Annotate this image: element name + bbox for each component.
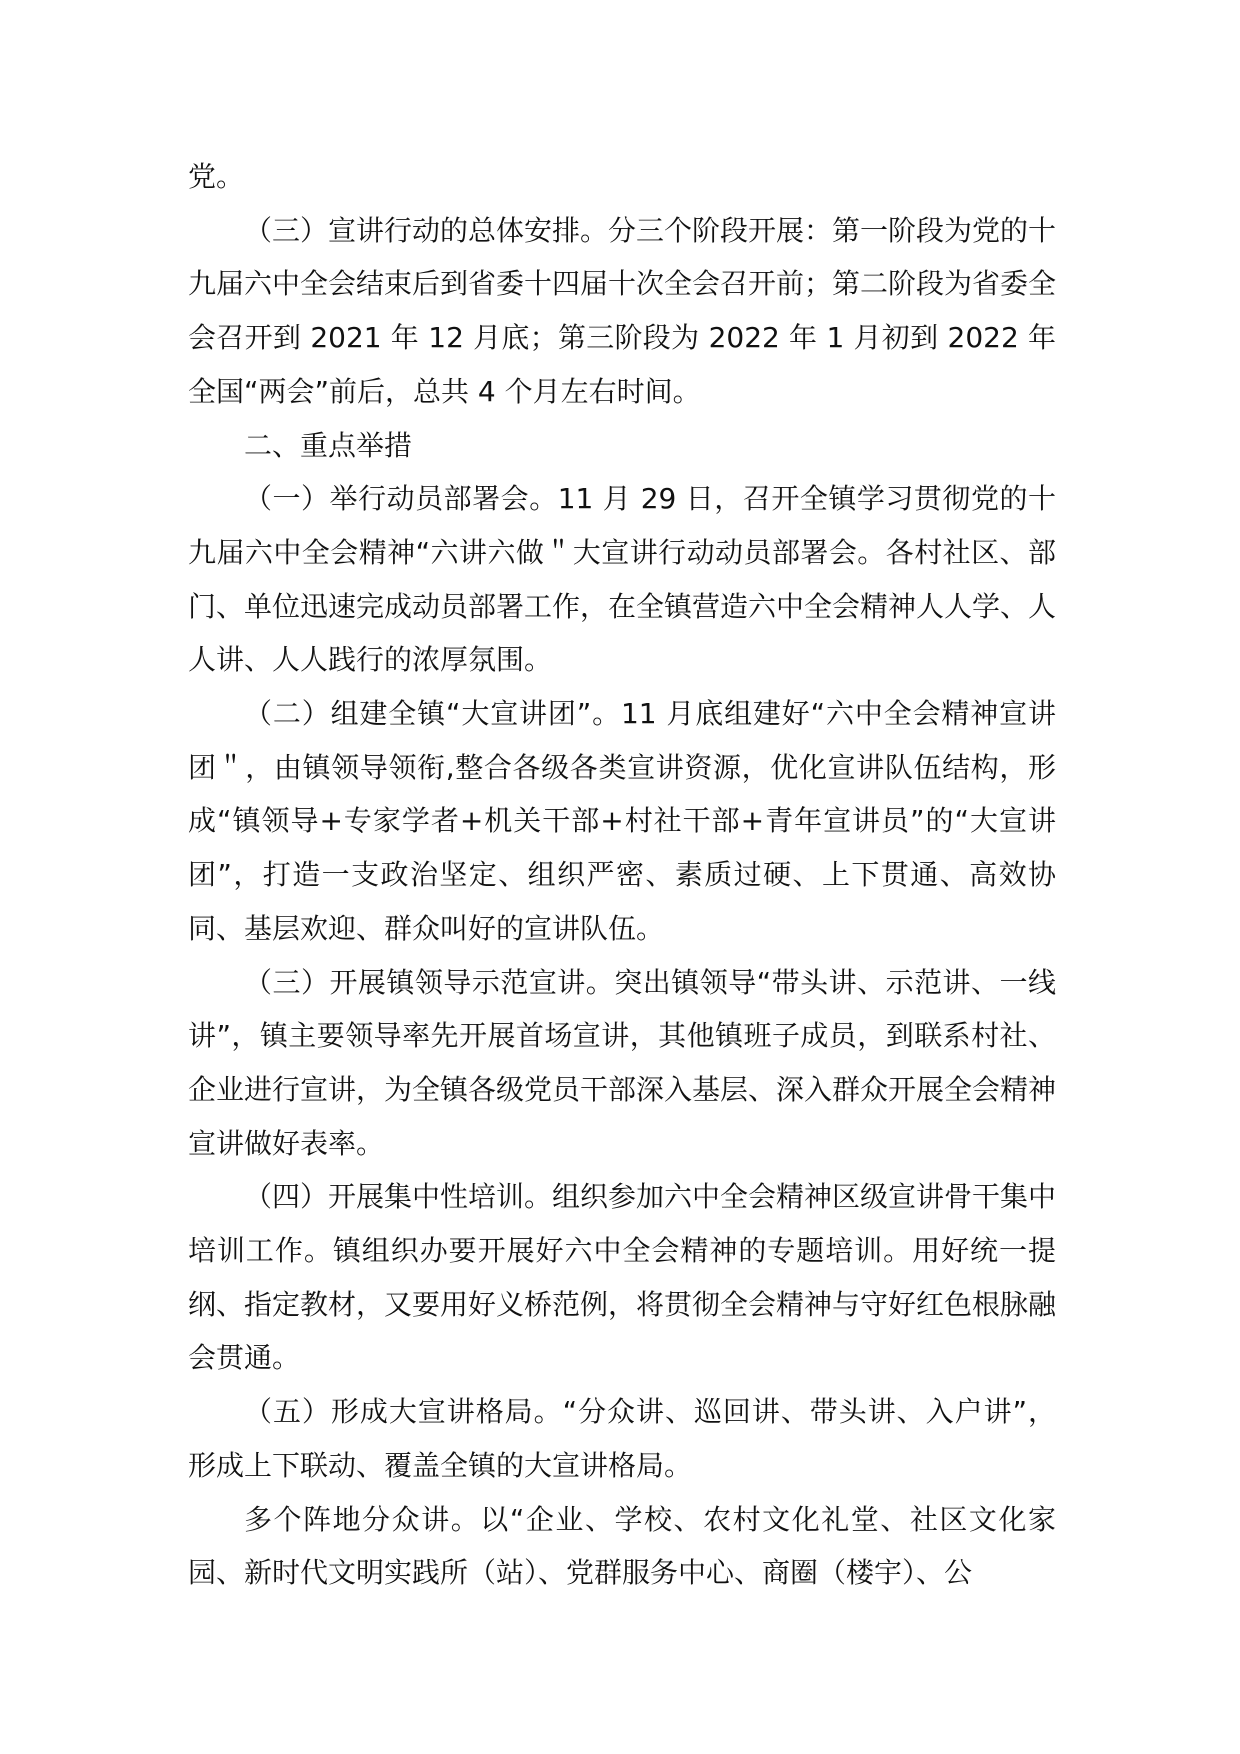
paragraph-leader-demonstration: （三）开展镇领导示范宣讲。突出镇领导“带头讲、示范讲、一线讲”，镇主要领导率先开展首场宣讲，其他镇班子成员，到联系村社、企业进行宣讲，为全镇各级党员干部深入基层、深入群众开展全会精神宣讲做好表率。	[188, 965, 1057, 1160]
paragraph-mobilization-meeting: （一）举行动员部署会。11 月 29 日，召开全镇学习贯彻党的十九届六中全会精神“六讲六做＂大宣讲行动动员部署会。各村社区、部门、单位迅速完成动员部署工作，在全镇营造六中全会精神人人学、人人讲、人人践行的浓厚氛围。	[188, 482, 1057, 677]
paragraph-overall-arrangement: （三）宣讲行动的总体安排。分三个阶段开展：第一阶段为党的十九届六中全会结束后到省委十四届十次全会召开前；第二阶段为省委全会召开到 2021 年 12 月底；第三阶段为 2022 年 1 月初到 2022 年全国“两会”前后，总共 4 个月左右时间。	[188, 213, 1057, 408]
paragraph-continuation: 党。	[188, 160, 245, 193]
document-body	[188, 150, 1056, 1600]
section-heading-key-measures: 二、重点举措	[244, 428, 413, 462]
paragraph-centralized-training: （四）开展集中性培训。组织参加六中全会精神区级宣讲骨干集中培训工作。镇组织办要开展好六中全会精神的专题培训。用好统一提纲、指定教材，又要用好义桥范例，将贯彻全会精神与守好红色根脉融会贯通。	[188, 1180, 1057, 1375]
paragraph-multiple-venues: 多个阵地分众讲。以“企业、学校、农村文化礼堂、社区文化家园、新时代文明实践所（站）、党群服务中心、商圈（楼宇）、公	[188, 1502, 1056, 1590]
paragraph-lecture-group: （二）组建全镇“大宣讲团”。11 月底组建好“六中全会精神宣讲团＂，由镇领导领衔,整合各级各类宣讲资源，优化宣讲队伍结构，形成“镇领导+专家学者+机关干部+村社干部+青年宣讲员”的“大宣讲团”，打造一支政治坚定、组织严密、素质过硬、上下贯通、高效协同、基层欢迎、群众叫好的宣讲队伍。	[188, 697, 1056, 945]
paragraph-lecture-pattern: （五）形成大宣讲格局。“分众讲、巡回讲、带头讲、入户讲”，形成上下联动、覆盖全镇的大宣讲格局。	[188, 1395, 1056, 1482]
